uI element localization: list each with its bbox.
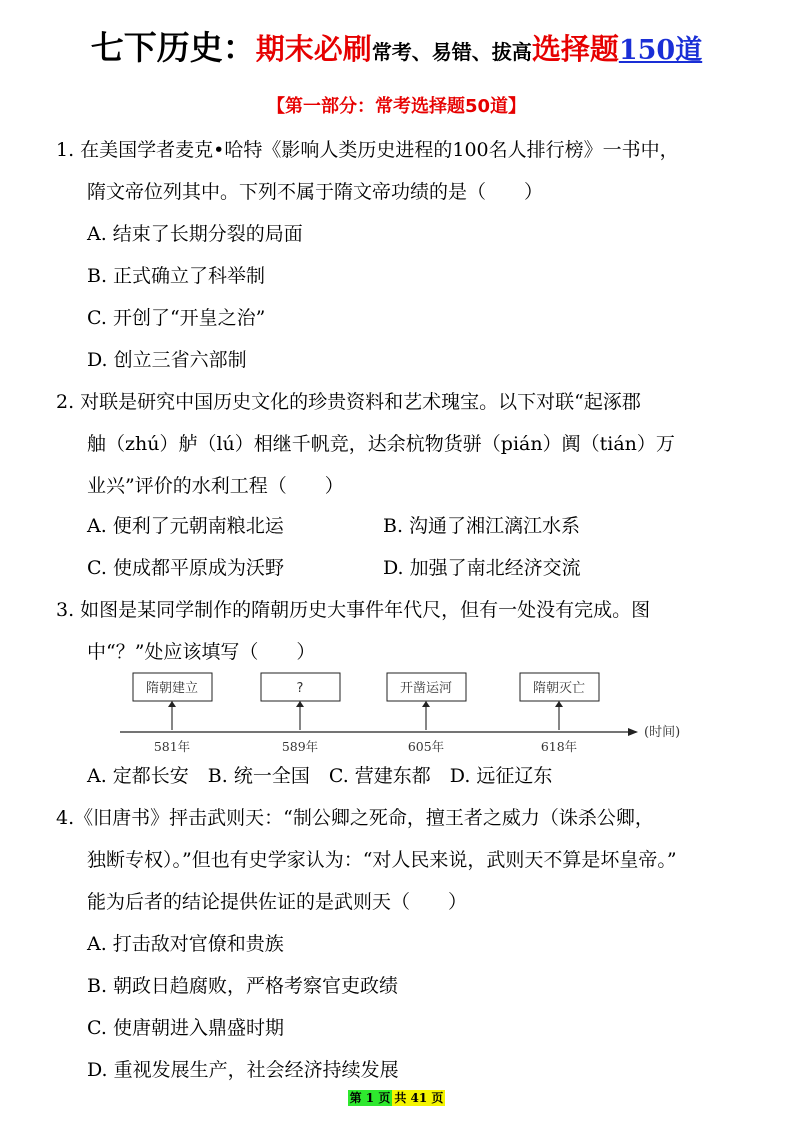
timeline-event-label: 隋朝灭亡 bbox=[532, 681, 586, 696]
q2-stem-line-1: 2. 对联是研究中国历史文化的珍贵资料和艺术瑰宝。以下对联“起涿郡 bbox=[56, 391, 641, 413]
q1-stem-line-2: 隋文帝位列其中。下列不属于隋文帝功绩的是（ ） bbox=[87, 181, 544, 203]
q4-option-a: A. 打击敌对官僚和贵族 bbox=[87, 933, 284, 955]
title-count-link[interactable]: 150道 bbox=[618, 35, 703, 66]
q3-options: A. 定都长安 B. 统一全国 C. 营建东都 D. 远征辽东 bbox=[87, 765, 553, 787]
timeline-event-label: 开凿运河 bbox=[399, 681, 453, 696]
q2-option-a: A. 便利了元朝南粮北运 bbox=[87, 515, 284, 537]
q3-stem-line-2: 中“？”处应该填写（ ） bbox=[87, 641, 316, 663]
q3-stem-line-1: 3. 如图是某同学制作的隋朝历史大事件年代尺，但有一处没有完成。图 bbox=[56, 599, 651, 621]
q2-option-b: B. 沟通了湘江漓江水系 bbox=[383, 515, 581, 537]
timeline-year-label: 618年 bbox=[540, 739, 578, 754]
q1-option-a: A. 结束了长期分裂的局面 bbox=[87, 223, 303, 245]
q1-stem-line-1: 1. 在美国学者麦克•哈特《影响人类历史进程的100名人排行榜》一书中， bbox=[56, 139, 679, 161]
page-total: 共 41 页 bbox=[394, 1091, 444, 1105]
timeline-event-label: 隋朝建立 bbox=[145, 681, 199, 696]
q2-option-c: C. 使成都平原成为沃野 bbox=[87, 557, 284, 579]
page-number: 第 1 页 bbox=[349, 1091, 391, 1105]
timeline-year-label: 581年 bbox=[153, 739, 191, 754]
q4-option-c: C. 使唐朝进入鼎盛时期 bbox=[87, 1017, 284, 1039]
timeline-axis-label: (时间) bbox=[644, 725, 681, 740]
page-footer bbox=[0, 1089, 793, 1106]
q4-option-b: B. 朝政日趋腐败，严格考察官吏政绩 bbox=[87, 975, 399, 997]
document-title bbox=[0, 22, 793, 69]
q4-option-d: D. 重视发展生产，社会经济持续发展 bbox=[87, 1059, 399, 1081]
timeline-event-1 bbox=[133, 673, 212, 754]
q1-option-d: D. 创立三省六部制 bbox=[87, 349, 247, 371]
timeline-figure bbox=[115, 668, 715, 760]
title-highlight-1: 期末必刷 bbox=[255, 32, 372, 66]
q1-option-b: B. 正式确立了科举制 bbox=[87, 265, 266, 287]
timeline-event-3 bbox=[387, 673, 466, 754]
title-subtitle: 常考、易错、拔高 bbox=[371, 40, 532, 64]
timeline-event-4 bbox=[520, 673, 599, 754]
q4-stem-line-2: 独断专权）。”但也有史学家认为：“对人民来说，武则天不算是坏皇帝。” bbox=[87, 849, 677, 871]
timeline-event-label: ? bbox=[296, 681, 304, 696]
q4-stem-line-1: 4.《旧唐书》抨击武则天：“制公卿之死命，擅王者之威力（诛杀公卿， bbox=[56, 807, 654, 829]
timeline-year-label: 589年 bbox=[281, 739, 319, 754]
q4-stem-line-3: 能为后者的结论提供佐证的是武则天（ ） bbox=[87, 891, 468, 913]
q2-stem-line-2: 舳（zhú）舻（lú）相继千帆竞，达余杭物货骈（pián）阗（tián）万 bbox=[87, 433, 675, 455]
timeline-year-label: 605年 bbox=[407, 739, 445, 754]
q1-option-c: C. 开创了“开皇之治” bbox=[87, 307, 266, 329]
title-highlight-2: 选择题 bbox=[531, 32, 619, 66]
q2-stem-line-3: 业兴”评价的水利工程（ ） bbox=[87, 475, 344, 497]
timeline-axis-arrow bbox=[628, 728, 638, 736]
timeline-event-2 bbox=[261, 673, 340, 754]
section-title: 【第一部分：常考选择题50道】 bbox=[266, 96, 527, 117]
title-main: 七下历史： bbox=[90, 28, 256, 67]
q2-option-d: D. 加强了南北经济交流 bbox=[383, 557, 581, 579]
